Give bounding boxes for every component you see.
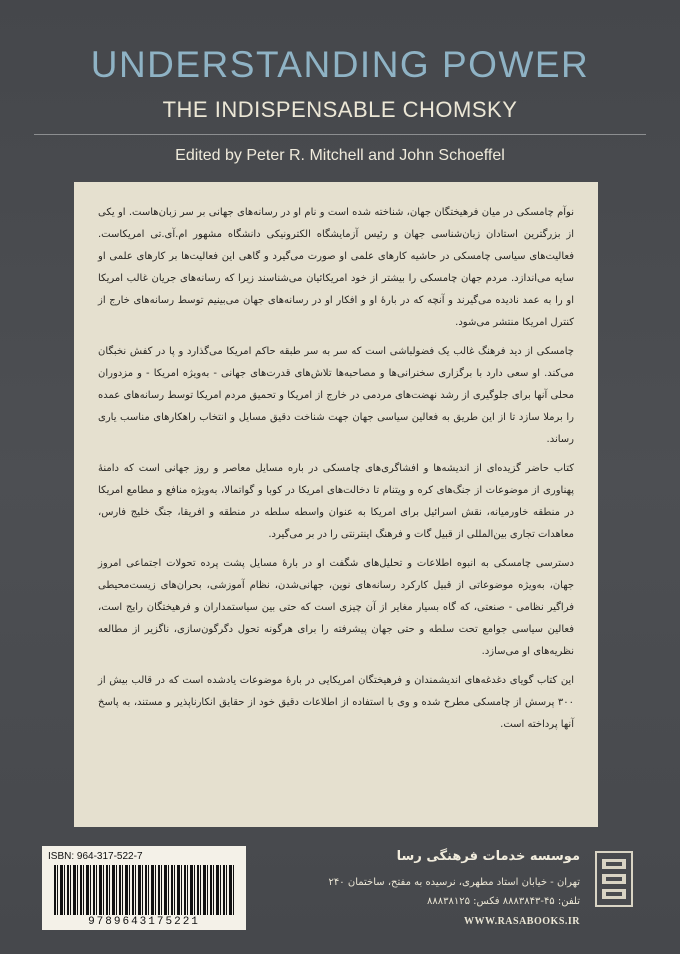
- book-subtitle: THE INDISPENSABLE CHOMSKY: [162, 97, 518, 122]
- ean-number: 9789643175221: [88, 916, 200, 928]
- cover-footer: [0, 836, 680, 954]
- publisher-logo-icon: [594, 850, 634, 908]
- publisher-phone: تلفن: ۴۵-۸۸۸۳۸۴۳ فکس: ۸۸۸۳۸۱۲۵: [426, 896, 580, 907]
- blurb-paragraph-1: نوآم چامسکی در میان فرهیختگان جهان، شناخته شده است و نام او در رسانه‌های جهانی بر سر زبان‌هاست. او یکی از بزرگترین استادان زبان‌شناسی جهان و رئیس آزمایشگاه الکترونیکی دانشگاه مشهور ام‌.آی‌.تی امریکاست. فعالیت‌های سیاسی چامسکی در حاشیه کارهای علمی او صورت می‌گیرد و گاهی این فعالیت‌ها بر کارهای علمی او سایه می‌اندازد. مردم جهان چامسکی را بیشتر از خود امریکائیان می‌شناسند زیرا که رسانه‌های جریان غالب امریکا او را به عمد نادیده می‌گیرند و آنچه که در بارهٔ او و افکار او در رسانه‌های جهان می‌بینیم توسط رسانه‌های خارج از کنترل امریکا منتشر می‌شود.: [98, 207, 574, 328]
- blurb-paragraph-4: دسترسی چامسکی به انبوه اطلاعات و تحلیل‌های شگفت او در بارهٔ مسایل پشت پرده تحولات اجتماعی امروز جهان، به‌ویژه موضوعاتی از قبیل کارکرد رسانه‌های نوین، جهانی‌شدن، نظام آموزشی، بحران‌های زیست‌محیطی فراگیر نظامی - صنعتی، که گاه بسیار مغایر از آن چیزی است که حتی بین سیاستمداران و فرهیختگان رایج است، فعالین سیاسی جوامع تحت سلطه و حتی جهان پیشرفته را برای هرگونه تحول دگرگون‌سازی، ناگزیر از مطالعه نظریه‌های او می‌سازد.: [98, 558, 574, 657]
- book-title: UNDERSTANDING POWER: [90, 44, 590, 85]
- blurb-paragraph-5: این کتاب گویای دغدغه‌های اندیشمندان و فرهیختگان امریکایی در بارهٔ موضوعات یادشده است که در قالب بیش از ۳۰۰ پرسش از چامسکی مطرح شده و وی با استفاده از اطلاعات دقیق خود از حقایق انکارناپذیر و مستند، به پاسخ آنها پرداخته است.: [98, 675, 574, 730]
- editors-credit: Edited by Peter R. Mitchell and John Schoeffel: [175, 147, 505, 164]
- publisher-address: تهران - خیابان استاد مطهری، نرسیده به مفتح، ساختمان ۲۴۰: [328, 877, 580, 888]
- isbn-text: ISBN: 964-317-522-7: [48, 851, 143, 862]
- blurb-paragraph-2: چامسکی از دید فرهنگ غالب یک فضولباشی است که سر به سر طبقه حاکم امریکا می‌گذارد و پا در کفش نخبگان می‌کند. او سعی دارد با برگزاری سخنرانی‌ها و مصاحبه‌ها تلاش‌های قدرت‌های جهانی - به‌ویژه امریکا - و مزدوران محلی آنها برای جلوگیری از رشد نهضت‌های مردمی در خارج از امریکا و تحمیق مردم امریکا توسط رسانه‌های عمده را برملا سازد تا از این طریق به فعالین سیاسی جهان جهت شناخت دقیق مسایل و انتخاب راهکارهای مناسب یاری رساند.: [98, 346, 574, 445]
- publisher-website: WWW.RASABOOKS.IR: [464, 916, 580, 927]
- publisher-name: موسسه خدمات فرهنگی رسا: [396, 849, 580, 864]
- barcode-bars: [54, 865, 234, 915]
- publisher-info: [262, 848, 580, 933]
- blurb-paragraph-3: کتاب حاضر گزیده‌ای از اندیشه‌ها و افشاگری‌های چامسکی در باره مسایل معاصر و روز جهانی است که دامنهٔ پهناوری از موضوعات از جنگ‌های کره و ویتنام تا دخالت‌های امریکا در کوبا و گواتمالا، به‌ویژه منافع و مطامع امریکا در منطقه خاورمیانه، نقش اسرائیل برای امریکا به عنوان واسطه سلطه در منطقه و افریقا، جنگ خلیج فارس، معاهدات تجاری بین‌المللی از قبیل گات و فرهنگ اینترنتی را در بر می‌گیرد.: [98, 463, 574, 540]
- barcode-label: [42, 846, 246, 930]
- title-divider: [34, 134, 646, 135]
- blurb-panel: [74, 182, 598, 827]
